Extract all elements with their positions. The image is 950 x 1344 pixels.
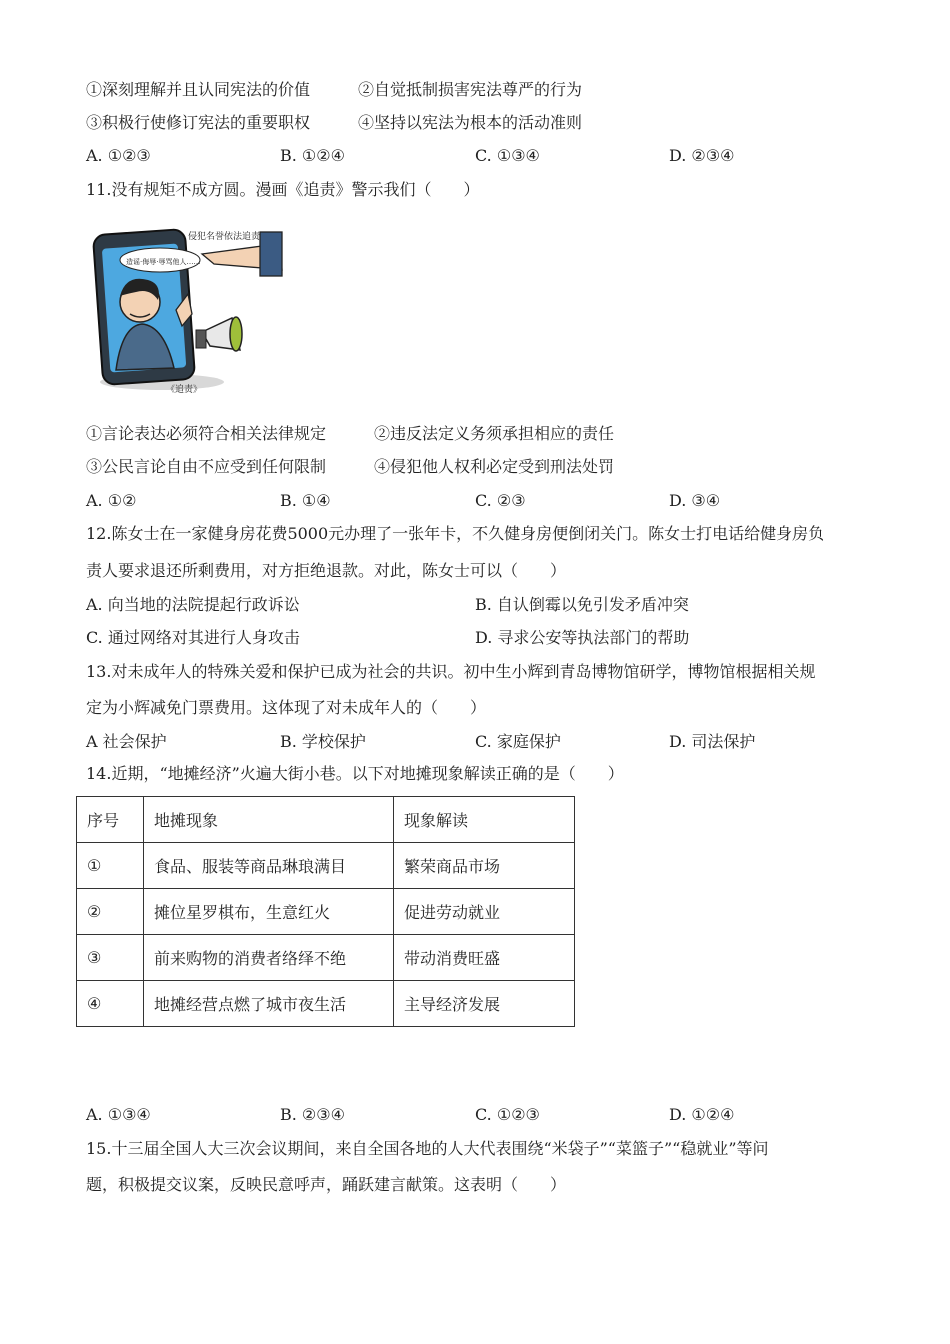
q14-table [76, 796, 575, 1027]
table-cell: 繁荣商品市场 [394, 843, 575, 889]
q11-option-1: ①言论表达必须符合相关法律规定 [86, 424, 327, 443]
q13-answer-d: D. 司法保护 [669, 732, 756, 751]
cartoon-zhuize [92, 222, 287, 400]
table-cell: 主导经济发展 [394, 981, 575, 1027]
q14-stem: 14.近期，“地摊经济”火遍大街小巷。以下对地摊现象解读正确的是（ ） [86, 764, 624, 783]
cartoon-caption: 《追责》 [166, 385, 203, 395]
q12-answer-d: D. 寻求公安等执法部门的帮助 [475, 628, 690, 647]
q11-answer-c: C. ②③ [475, 491, 526, 510]
table-cell: ④ [77, 981, 144, 1027]
table-row [77, 981, 575, 1027]
q10-answer-b: B. ①②④ [280, 146, 345, 165]
q10-answer-c: C. ①③④ [475, 146, 540, 165]
q11-stem: 11.没有规矩不成方圆。漫画《追责》警示我们（ ） [86, 180, 480, 199]
q10-answer-a: A. ①②③ [86, 146, 151, 165]
table-header-cell: 地摊现象 [144, 797, 394, 843]
q12-stem-line-1: 12.陈女士在一家健身房花费5000元办理了一张年卡，不久健身房便倒闭关门。陈女士打电话给健身房负 [86, 524, 825, 543]
q14-answer-a: A. ①③④ [86, 1105, 151, 1124]
q10-answer-d: D. ②③④ [669, 146, 735, 165]
q12-answer-b: B. 自认倒霉以免引发矛盾冲突 [475, 595, 689, 614]
table-header-row [77, 797, 575, 843]
cartoon-banner: 侵犯名誉依法追责 [188, 232, 261, 242]
q13-stem-line-2: 定为小辉减免门票费用。这体现了对未成年人的（ ） [86, 698, 487, 717]
table-row [77, 935, 575, 981]
q13-stem-line-1: 13.对未成年人的特殊关爱和保护已成为社会的共识。初中生小辉到青岛博物馆研学，博物馆根据相关规 [86, 662, 816, 681]
table-cell: ② [77, 889, 144, 935]
q12-stem-line-2: 责人要求退还所剩费用，对方拒绝退款。对此，陈女士可以（ ） [86, 561, 567, 580]
table-cell: 地摊经营点燃了城市夜生活 [144, 981, 394, 1027]
table-row [77, 843, 575, 889]
q11-answer-d: D. ③④ [669, 491, 721, 510]
q14-answer-c: C. ①②③ [475, 1105, 540, 1124]
table-header-cell: 现象解读 [394, 797, 575, 843]
q12-answer-c: C. 通过网络对其进行人身攻击 [86, 628, 300, 647]
q11-option-4: ④侵犯他人权利必定受到刑法处罚 [374, 457, 615, 476]
table-cell: 摊位星罗棋布，生意红火 [144, 889, 394, 935]
cartoon-speech-bubble: 造谣·侮辱·辱骂他人…… [126, 258, 201, 266]
q15-stem-line-1: 15.十三届全国人大三次会议期间，来自全国各地的人大代表围绕“米袋子”“菜篮子”“稳就业”等问 [86, 1139, 769, 1158]
q12-answer-a: A. 向当地的法院提起行政诉讼 [86, 595, 300, 614]
q11-option-2: ②违反法定义务须承担相应的责任 [374, 424, 615, 443]
q13-answer-a: A 社会保护 [86, 732, 167, 751]
q10-option-3: ③积极行使修订宪法的重要职权 [86, 113, 311, 132]
table-cell: 食品、服装等商品琳琅满目 [144, 843, 394, 889]
table-header-cell: 序号 [77, 797, 144, 843]
table-cell: ① [77, 843, 144, 889]
table-row [77, 889, 575, 935]
q10-option-4: ④坚持以宪法为根本的活动准则 [358, 113, 583, 132]
q10-option-2: ②自觉抵制损害宪法尊严的行为 [358, 80, 583, 99]
table-cell: 促进劳动就业 [394, 889, 575, 935]
q14-answer-b: B. ②③④ [280, 1105, 345, 1124]
q11-option-3: ③公民言论自由不应受到任何限制 [86, 457, 327, 476]
table-cell: 带动消费旺盛 [394, 935, 575, 981]
cartoon-illustration [92, 222, 287, 400]
table-cell: 前来购物的消费者络绎不绝 [144, 935, 394, 981]
q10-option-1: ①深刻理解并且认同宪法的价值 [86, 80, 311, 99]
q11-answer-a: A. ①② [86, 491, 137, 510]
q11-answer-b: B. ①④ [280, 491, 331, 510]
q14-answer-d: D. ①②④ [669, 1105, 735, 1124]
q15-stem-line-2: 题，积极提交议案，反映民意呼声，踊跃建言献策。这表明（ ） [86, 1175, 567, 1194]
q13-answer-b: B. 学校保护 [280, 732, 366, 751]
table-cell: ③ [77, 935, 144, 981]
q13-answer-c: C. 家庭保护 [475, 732, 561, 751]
